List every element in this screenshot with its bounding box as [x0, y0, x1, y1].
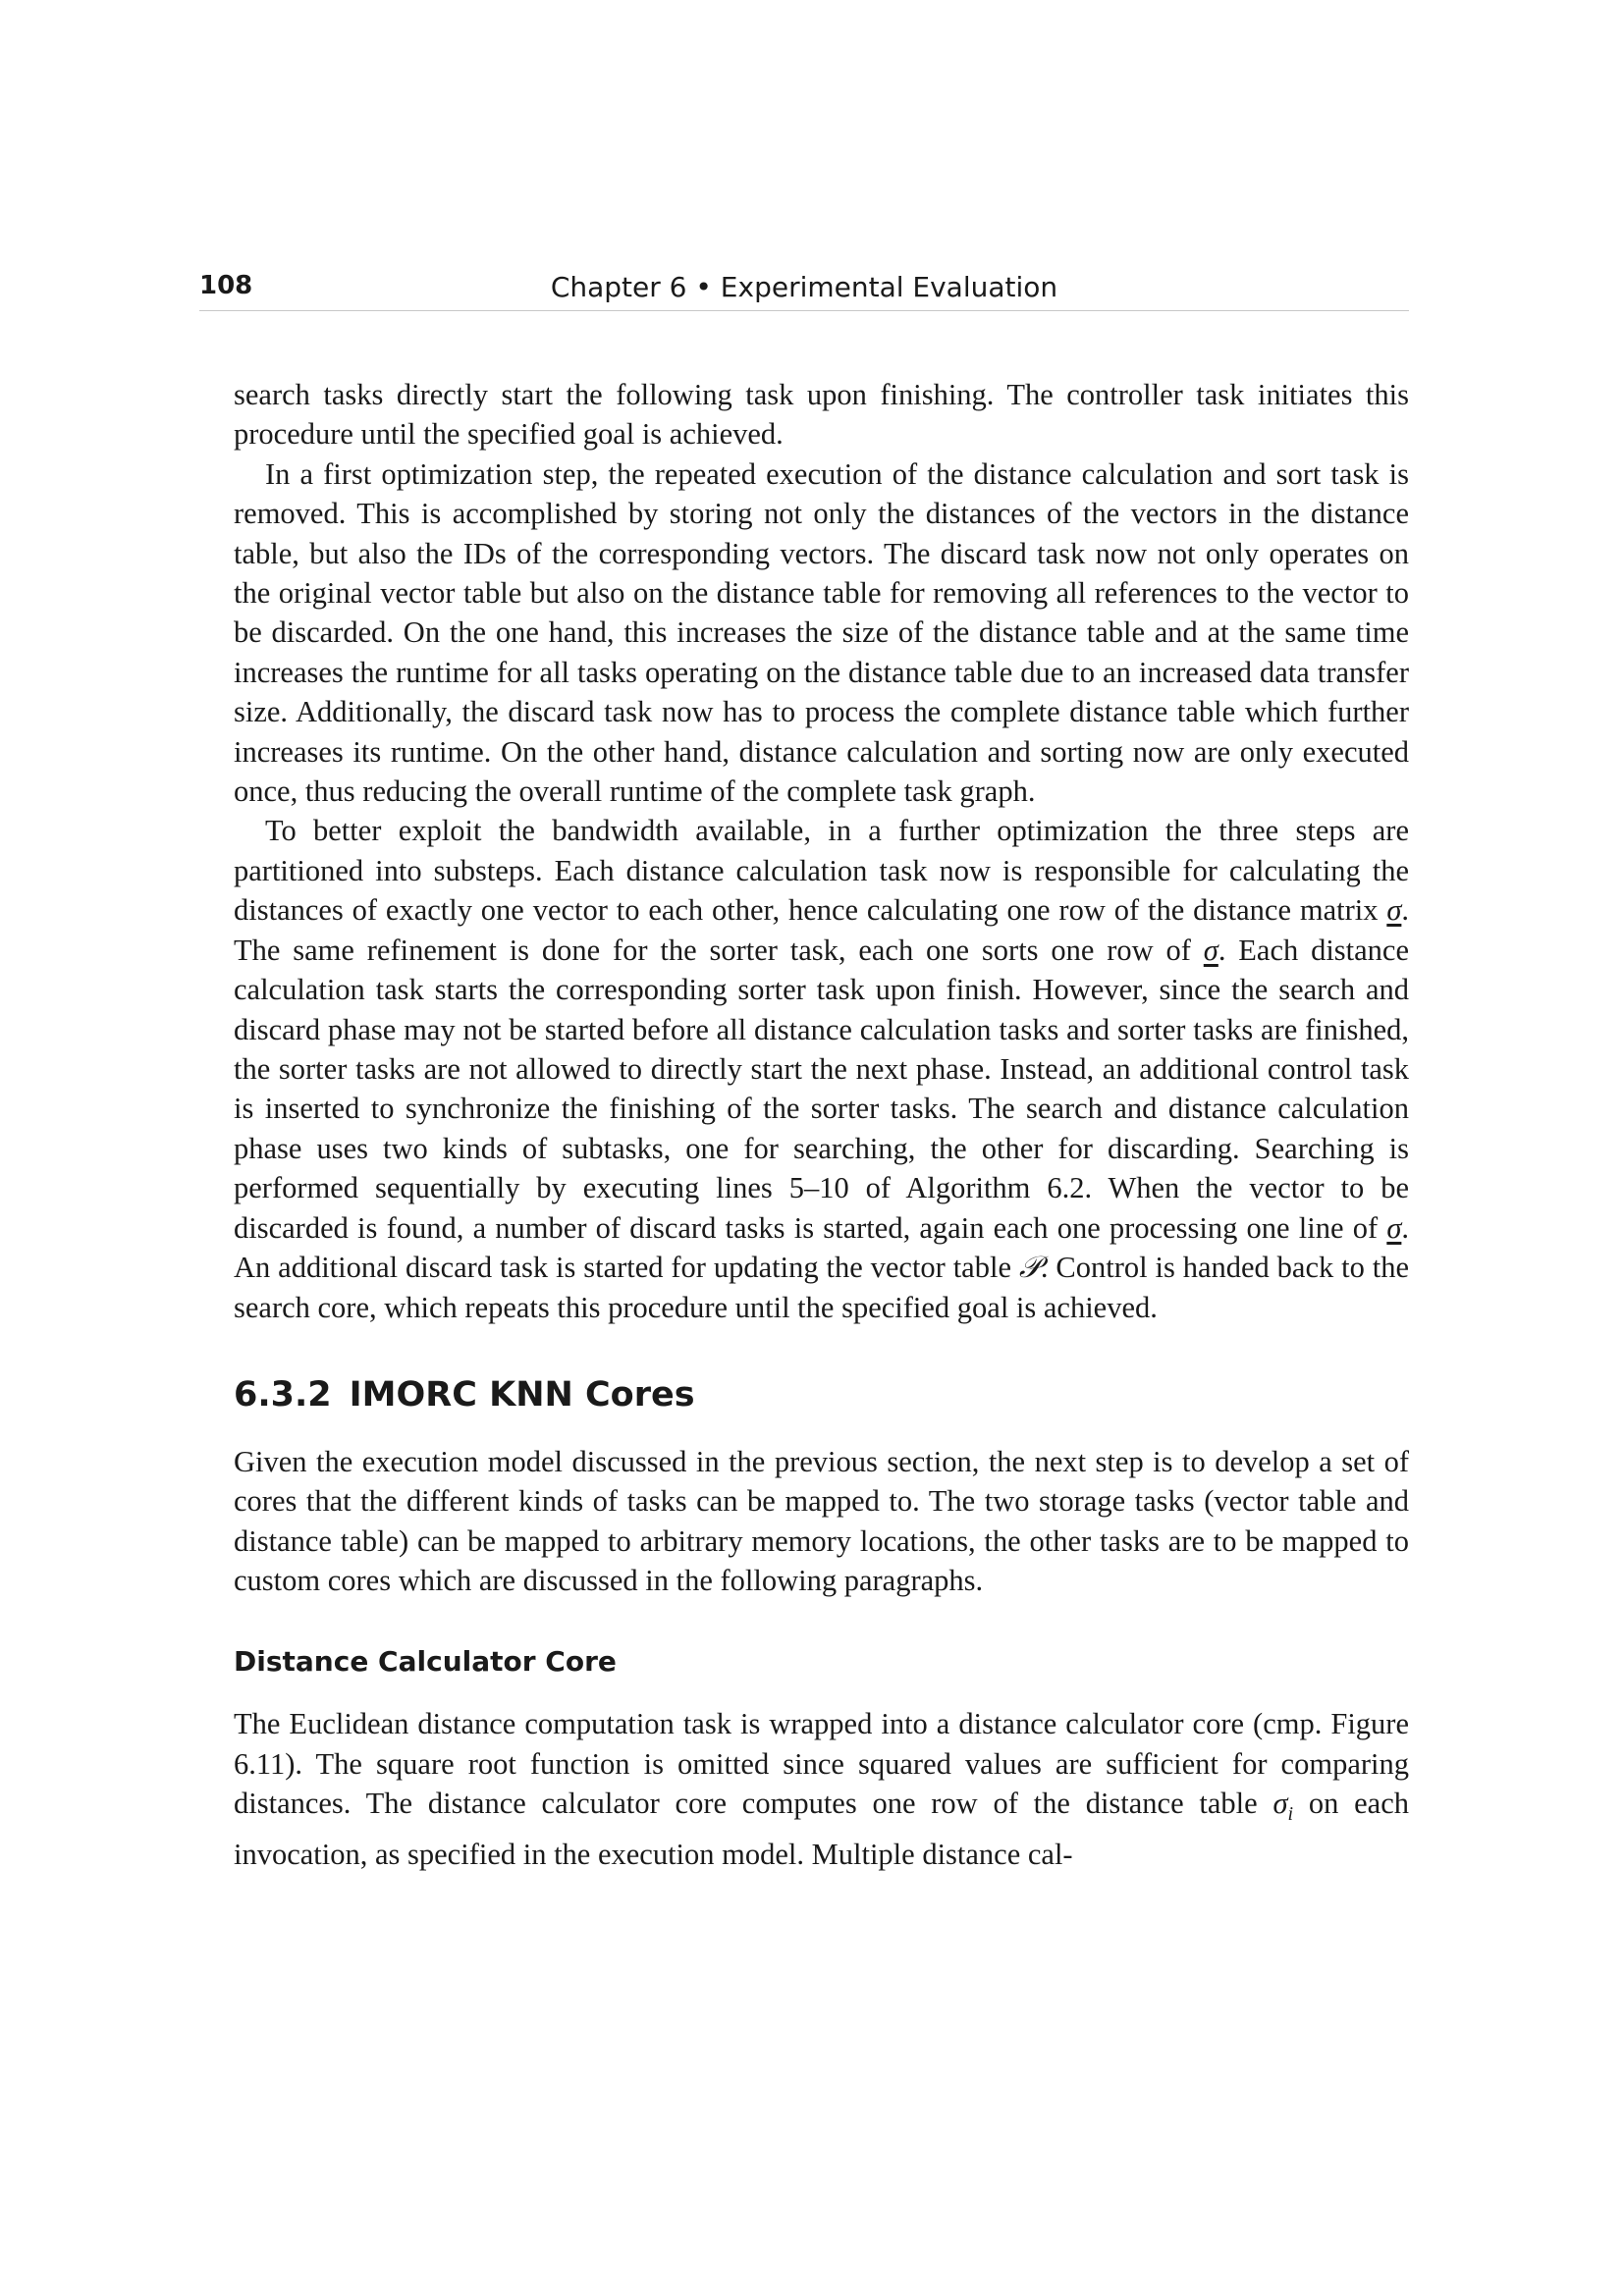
paragraph-first-optimization: In a first optimization step, the repeated execution of the distance calculation and sort task is removed. This is accomplished by storing not only the distances of the vectors in the distance table, but also the IDs of the corresponding vectors. The discard task now not only operates on the original vector table but also on the distance table for removing all references to the vector to be discarded. On the one hand, this increases the size of the distance table and at the same time increases the runtime for all tasks operating on the distance table due to an increased data transfer size. Additionally, the discard task now has to process the complete distance table which further increases its runtime. On the other hand, distance calculation and sorting now are only executed once, thus reducing the overall runtime of the complete task graph. — [234, 456, 1409, 809]
page-body — [234, 375, 1409, 1874]
text-run: The Euclidean distance computation task is wrapped into a distance calculator core (cmp. Figure 6.11). The square root function is omitted since squared values are sufficient for comparing distances. The distance calculator core computes one row of the distance table — [234, 1707, 1409, 1821]
sigma-subscript: i — [1287, 1803, 1294, 1826]
paragraph-further-optimization — [234, 811, 1409, 1327]
subsection-heading: Distance Calculator Core — [234, 1645, 617, 1679]
sigma-symbol: σ — [1272, 1787, 1288, 1821]
text-run: . Control is handed back to the search core, which repeats this procedure until the specified goal is achieved. — [234, 1250, 1409, 1325]
section-heading — [234, 1373, 1409, 1416]
text-run: . The same refinement is done for the sorter task, each one sorts one row of — [234, 893, 1409, 967]
sigma-symbol: σ — [1386, 893, 1402, 928]
sigma-symbol: σ — [1386, 1210, 1402, 1245]
paragraph-continuation: search tasks directly start the following task upon finishing. The controller task initiates this procedure until the specified goal is achieved. — [234, 378, 1409, 452]
page-header — [199, 267, 1409, 311]
text-run: To better exploit the bandwidth available, in a further optimization the three steps are partitioned into substeps. Each distance calculation task now is responsible for calculating the distances of exactly one vector to each other, hence calculating one row of the distance matrix — [234, 814, 1409, 928]
vector-table-symbol: 𝒫 — [1018, 1250, 1041, 1285]
section-number: 6.3.2 — [234, 1374, 332, 1415]
running-head: Chapter 6 • Experimental Evaluation — [550, 271, 1058, 303]
page-number: 108 — [199, 271, 253, 300]
text-run: . Each distance calculation task starts the corresponding sorter task upon finish. However, since the search and discard phase may not be started before all distance calculation tasks and sorter tasks are finished, the sorter tasks are not allowed to directly start the next phase. Instead, an additional control task is inserted to synchronize the finishing of the sorter tasks. The search and distance calculation phase uses two kinds of subtasks, one for searching, the other for discarding. Searching is performed sequentially by executing lines 5–10 of Algorithm 6.2. When the vector to be discarded is found, a number of discard tasks is started, again each one processing one line of — [234, 933, 1410, 1245]
paragraph-distance-calculator — [234, 1704, 1409, 1874]
text-run: . An additional discard task is started for updating the vector table — [234, 1210, 1409, 1284]
paragraph-cores-intro: Given the execution model discussed in the previous section, the next step is to develop a set of cores that the different kinds of tasks can be mapped to. The two storage tasks (vector table and distance table) can be mapped to arbitrary memory locations, the other tasks are to be mapped to custom cores which are discussed in the following paragraphs. — [234, 1444, 1409, 1597]
sigma-symbol: σ — [1203, 933, 1218, 967]
text-run: on each invocation, as specified in the execution model. Multiple distance cal- — [234, 1787, 1409, 1871]
section-title: IMORC KNN Cores — [349, 1374, 695, 1415]
